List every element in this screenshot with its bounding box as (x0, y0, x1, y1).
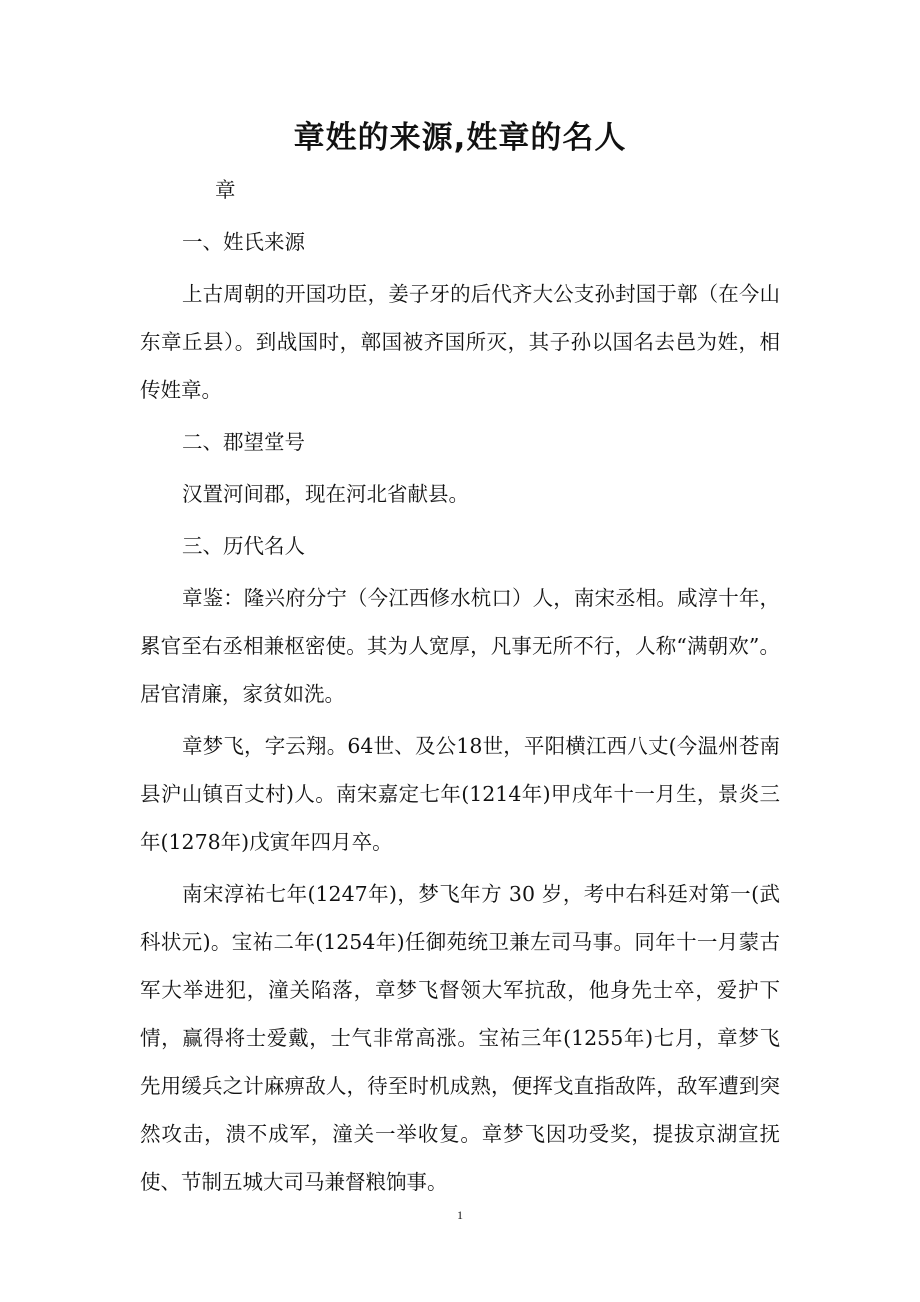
section-heading-commandery: 二、郡望堂号 (182, 430, 305, 454)
paragraph-zhang-mengfei-career: 南宋淳祐七年(1247年)，梦飞年方 30 岁，考中右科廷对第一(武科状元)。宝祐二年(1254年)任御苑统卫兼左司马事。同年十一月蒙古军大举进犯，潼关陷落，章梦飞督领大军抗敌，他身先士卒，爱护下情，赢得将士爱戴，士气非常高涨。宝祐三年(1255年)七月，章梦飞先用缓兵之计麻痹敌人，待至时机成熟，便挥戈直指敌阵，敌军遭到突然攻击，溃不成军，潼关一举收复。章梦飞因功受奖，提拔京湖宣抚使、节制五城大司马兼督粮饷事。 (140, 882, 780, 1194)
page-number: 1 (457, 1208, 463, 1222)
section-heading-origin: 一、姓氏来源 (182, 230, 305, 254)
paragraph-commandery: 汉置河间郡，现在河北省献县。 (182, 482, 469, 506)
section-heading-famous-people: 三、历代名人 (182, 534, 305, 558)
surname-character: 章 (215, 178, 236, 202)
page-title: 章姓的来源,姓章的名人 (293, 120, 627, 156)
paragraph-origin: 上古周朝的开国功臣，姜子牙的后代齐大公支孙封国于鄣（在今山东章丘县）。到战国时，鄣国被齐国所灭，其子孙以国名去邑为姓，相传姓章。 (140, 282, 780, 402)
document-body (140, 166, 780, 1210)
paragraph-zhang-mengfei-intro: 章梦飞，字云翔。64世、及公18世，平阳横江西八丈(今温州苍南县沪山镇百丈村)人。南宋嘉定七年(1214年)甲戌年十一月生，景炎三年(1278年)戊寅年四月卒。 (140, 734, 780, 854)
paragraph-zhang-jian: 章鉴：隆兴府分宁（今江西修水杭口）人，南宋丞相。咸淳十年，累官至右丞相兼枢密使。其为人宽厚，凡事无所不行，人称“满朝欢”。居官清廉，家贫如洗。 (140, 586, 780, 706)
